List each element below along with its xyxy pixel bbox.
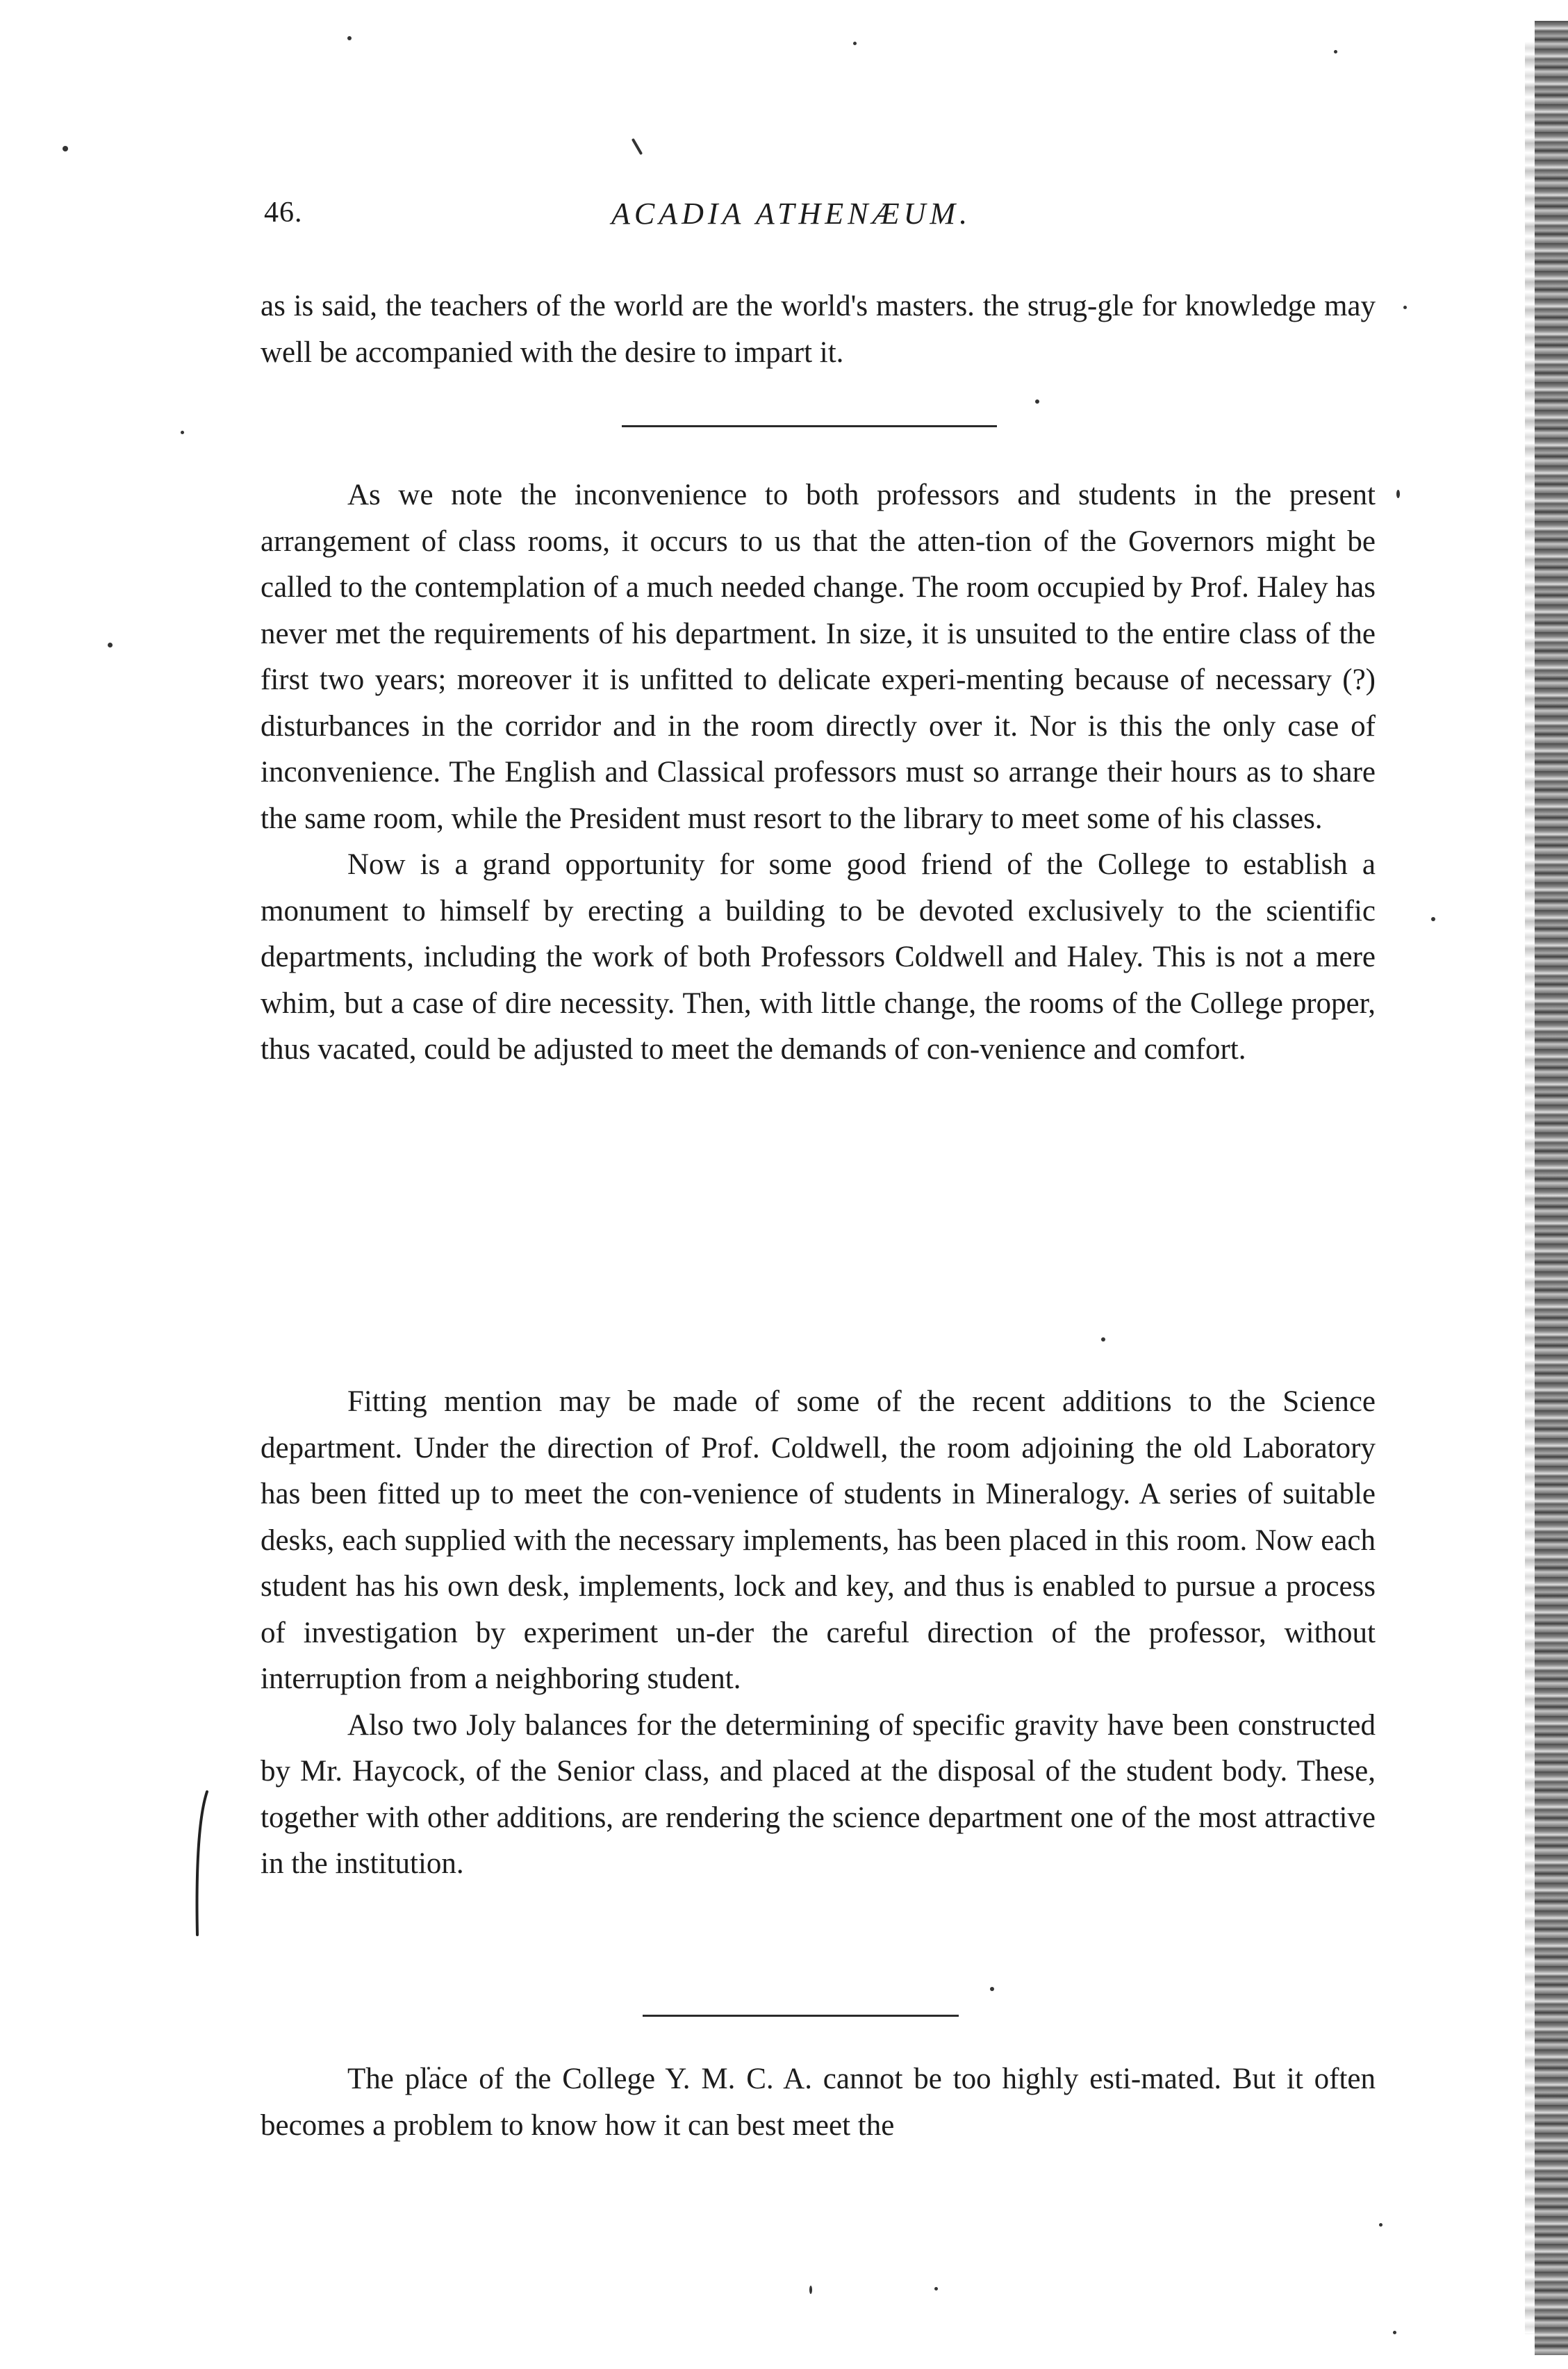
scan-speck	[63, 146, 68, 151]
section-divider	[622, 425, 997, 427]
scan-binding-shadow	[1525, 42, 1535, 2334]
scan-speck	[1403, 306, 1407, 309]
scan-speck	[1393, 2331, 1396, 2334]
scan-speck	[1334, 50, 1337, 53]
paragraph-text: Fitting mention may be made of some of the recent additions to the Science department. Under the direction of Prof. Coldwell, the room adjoining the old Laboratory has been fitted up to meet the con-venience of students in Mineralogy. A series of suitable desks, each supplied with the necessary implements, has been placed in this room. Now each student has his own desk, implements, lock and key, and thus is enabled to pursue a process of investigation by experiment un-der the careful direction of the professor, without interruption from a neighboring student.	[261, 1385, 1376, 1695]
editorial-class-rooms	[261, 472, 1376, 1073]
editorial-science-department	[261, 1379, 1376, 1888]
scan-speck	[990, 1987, 994, 1991]
scan-speck	[1101, 1337, 1105, 1342]
paragraph-text: As we note the inconvenience to both professors and students in the present arrangement of class rooms, it occurs to us that the atten-tion of the Governors might be called to the contemplation of a much needed change. The room occupied by Prof. Haley has never met the requirements of his department. In size, it is unsuited to the entire class of the first two years; moreover it is unfitted to delicate experi-menting because of necessary (?) disturbances in the corridor and in the room directly over it. Nor is this the only case of inconvenience. The English and Classical professors must so arrange their hours as to share the same room, while the President must resort to the library to meet some of his classes.	[261, 479, 1376, 835]
paragraph-text: Now is a grand opportunity for some good friend of the College to establish a monument to himself by erecting a building to be devoted exclusively to the scientific departments, including the work of both Professors Coldwell and Haley. This is not a mere whim, but a case of dire necessity. Then, with little change, the rooms of the College proper, thus vacated, could be adjusted to meet the demands of con-venience and comfort.	[261, 848, 1376, 1066]
scan-speck	[1396, 490, 1400, 498]
scan-speck	[1035, 399, 1039, 404]
margin-pencil-mark	[188, 1789, 215, 1938]
paragraph-continued	[261, 283, 1376, 376]
scan-speck	[347, 36, 352, 40]
paragraph-text: as is said, the teachers of the world are the world's masters. the strug-gle for knowledge may well be accompanied with the desire to impart it.	[261, 290, 1376, 369]
scan-speck	[181, 431, 184, 434]
scan-speck	[853, 42, 857, 45]
editorial-ymca	[261, 2056, 1376, 2149]
page-number: 46.	[264, 197, 303, 229]
scan-speck	[934, 2287, 938, 2290]
scan-speck	[632, 138, 643, 156]
scan-speck	[108, 643, 113, 647]
scan-speck	[809, 2286, 812, 2294]
scan-speck	[1431, 917, 1435, 921]
running-title: ACADIA ATHENÆUM.	[611, 197, 972, 231]
scan-binding-edge	[1535, 21, 1568, 2355]
page-header	[264, 196, 1389, 245]
paragraph-text: The place of the College Y. M. C. A. cannot be too highly esti-mated. But it often becomes a problem to know how it can best meet the	[261, 2063, 1376, 2142]
paragraph-text: Also two Joly balances for the determining of specific gravity have been constructed by Mr. Haycock, of the Senior class, and placed at the disposal of the student body. These, together with other additions, are rendering the science department one of the most attractive in the institution.	[261, 1708, 1376, 1880]
scan-speck	[1379, 2223, 1383, 2227]
section-divider	[643, 2015, 959, 2017]
